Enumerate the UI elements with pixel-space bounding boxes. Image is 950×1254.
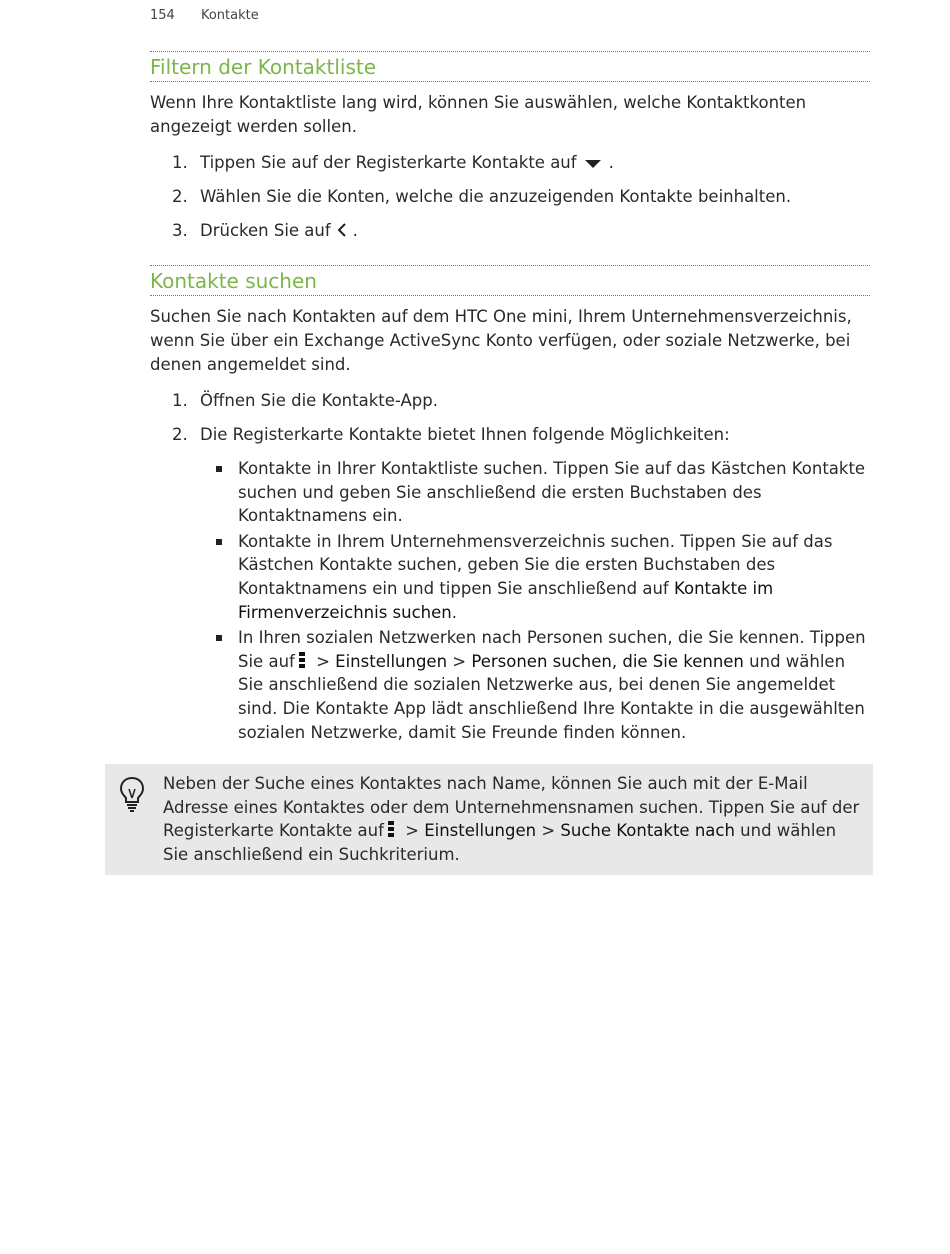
step-number: 1.	[172, 153, 188, 172]
step-list	[150, 389, 870, 447]
page-header	[150, 8, 259, 23]
dropdown-triangle-icon	[585, 160, 601, 168]
step-number: 2.	[172, 425, 188, 444]
bullet-text: In Ihren sozialen Netzwerken nach Personen suchen, die Sie kennen. Tippen Sie auf	[238, 628, 866, 671]
step-text: Öffnen Sie die Kontakte-App.	[200, 391, 438, 410]
separator: >	[536, 821, 561, 841]
ui-term: Kontakte im Firmenverzeichnis suchen	[238, 578, 774, 622]
bullet-item	[150, 530, 870, 624]
tip-box	[105, 764, 873, 875]
page-number: 154	[150, 8, 175, 23]
step-text: Die Registerkarte Kontakte bietet Ihnen folgende Möglichkeiten:	[200, 425, 730, 444]
step-text: Tippen Sie auf der Registerkarte Kontakte auf	[200, 153, 577, 172]
tip-text-start: Neben der Suche eines Kontaktes nach Name, können Sie auch mit der E-Mail Adresse eines Kontaktes oder dem Unternehmensnamen suchen. Tippen Sie auf der Registerkarte Kontakte auf	[163, 774, 860, 841]
lightbulb-icon	[118, 776, 146, 816]
step-number: 1.	[172, 391, 188, 410]
tip-text-end: und wählen Sie anschließend ein Suchkriterium.	[163, 821, 837, 864]
ui-term: Einstellungen	[335, 651, 448, 671]
step-number: 2.	[172, 187, 188, 206]
step-item	[150, 219, 870, 244]
step-item	[150, 389, 870, 413]
tip-text	[163, 772, 865, 866]
ui-term: Suche Kontakte nach	[560, 821, 735, 841]
bullet-marker	[216, 539, 222, 545]
step-text-end: .	[352, 221, 358, 240]
bullet-text: Kontakte in Ihrem Unternehmensverzeichnis suchen. Tippen Sie auf das Kästchen Kontakte suchen, geben Sie die ersten Buchstaben des Kontaktnamens ein und tippen Sie anschließend auf	[238, 531, 833, 598]
overflow-menu-icon	[299, 652, 305, 668]
bullet-list	[150, 457, 870, 744]
section-heading: Filtern der Kontaktliste	[150, 51, 870, 82]
step-item	[150, 151, 870, 175]
bullet-item	[150, 626, 870, 744]
back-icon	[337, 220, 347, 244]
section-filter-contacts	[150, 51, 870, 254]
bullet-text: Kontakte in Ihrer Kontaktliste suchen. Tippen Sie auf das Kästchen Kontakte suchen und geben Sie anschließend die ersten Buchstaben des Kontaktnamens ein.	[238, 459, 866, 526]
section-search-contacts	[150, 265, 870, 746]
separator: >	[310, 651, 336, 671]
bullet-marker	[216, 635, 222, 641]
step-text: Drücken Sie auf	[200, 221, 331, 240]
step-list	[150, 151, 870, 244]
section-intro: Wenn Ihre Kontaktliste lang wird, können Sie auswählen, welche Kontaktkonten angezeigt werden sollen.	[150, 93, 807, 136]
step-number: 3.	[172, 221, 188, 240]
step-item	[150, 185, 870, 209]
bullet-marker	[216, 466, 222, 472]
overflow-menu-icon	[388, 821, 394, 837]
separator: >	[399, 821, 425, 841]
ui-term: Einstellungen	[424, 821, 537, 841]
bullet-text-end: und wählen Sie anschließend die sozialen Netzwerke aus, bei denen Sie angemeldet sind. Die Kontakte App lädt anschließend Ihre Kontakte in die ausgewählten sozialen Netzwerke, damit Sie Freunde finden können.	[238, 651, 865, 742]
step-text: Wählen Sie die Konten, welche die anzuzeigenden Kontakte beinhalten.	[200, 187, 792, 206]
step-text-end: .	[608, 153, 614, 172]
bullet-item	[150, 457, 870, 528]
section-intro: Suchen Sie nach Kontakten auf dem HTC One mini, Ihrem Unternehmensverzeichnis, wenn Sie über ein Exchange ActiveSync Konto verfügen, oder soziale Netzwerke, bei denen angemeldet sind.	[150, 307, 852, 374]
step-item	[150, 423, 870, 447]
ui-term: Personen suchen, die Sie kennen	[471, 651, 744, 671]
bullet-text-end: .	[451, 602, 458, 622]
section-heading: Kontakte suchen	[150, 265, 870, 296]
chapter-title: Kontakte	[200, 8, 259, 23]
separator: >	[447, 651, 472, 671]
